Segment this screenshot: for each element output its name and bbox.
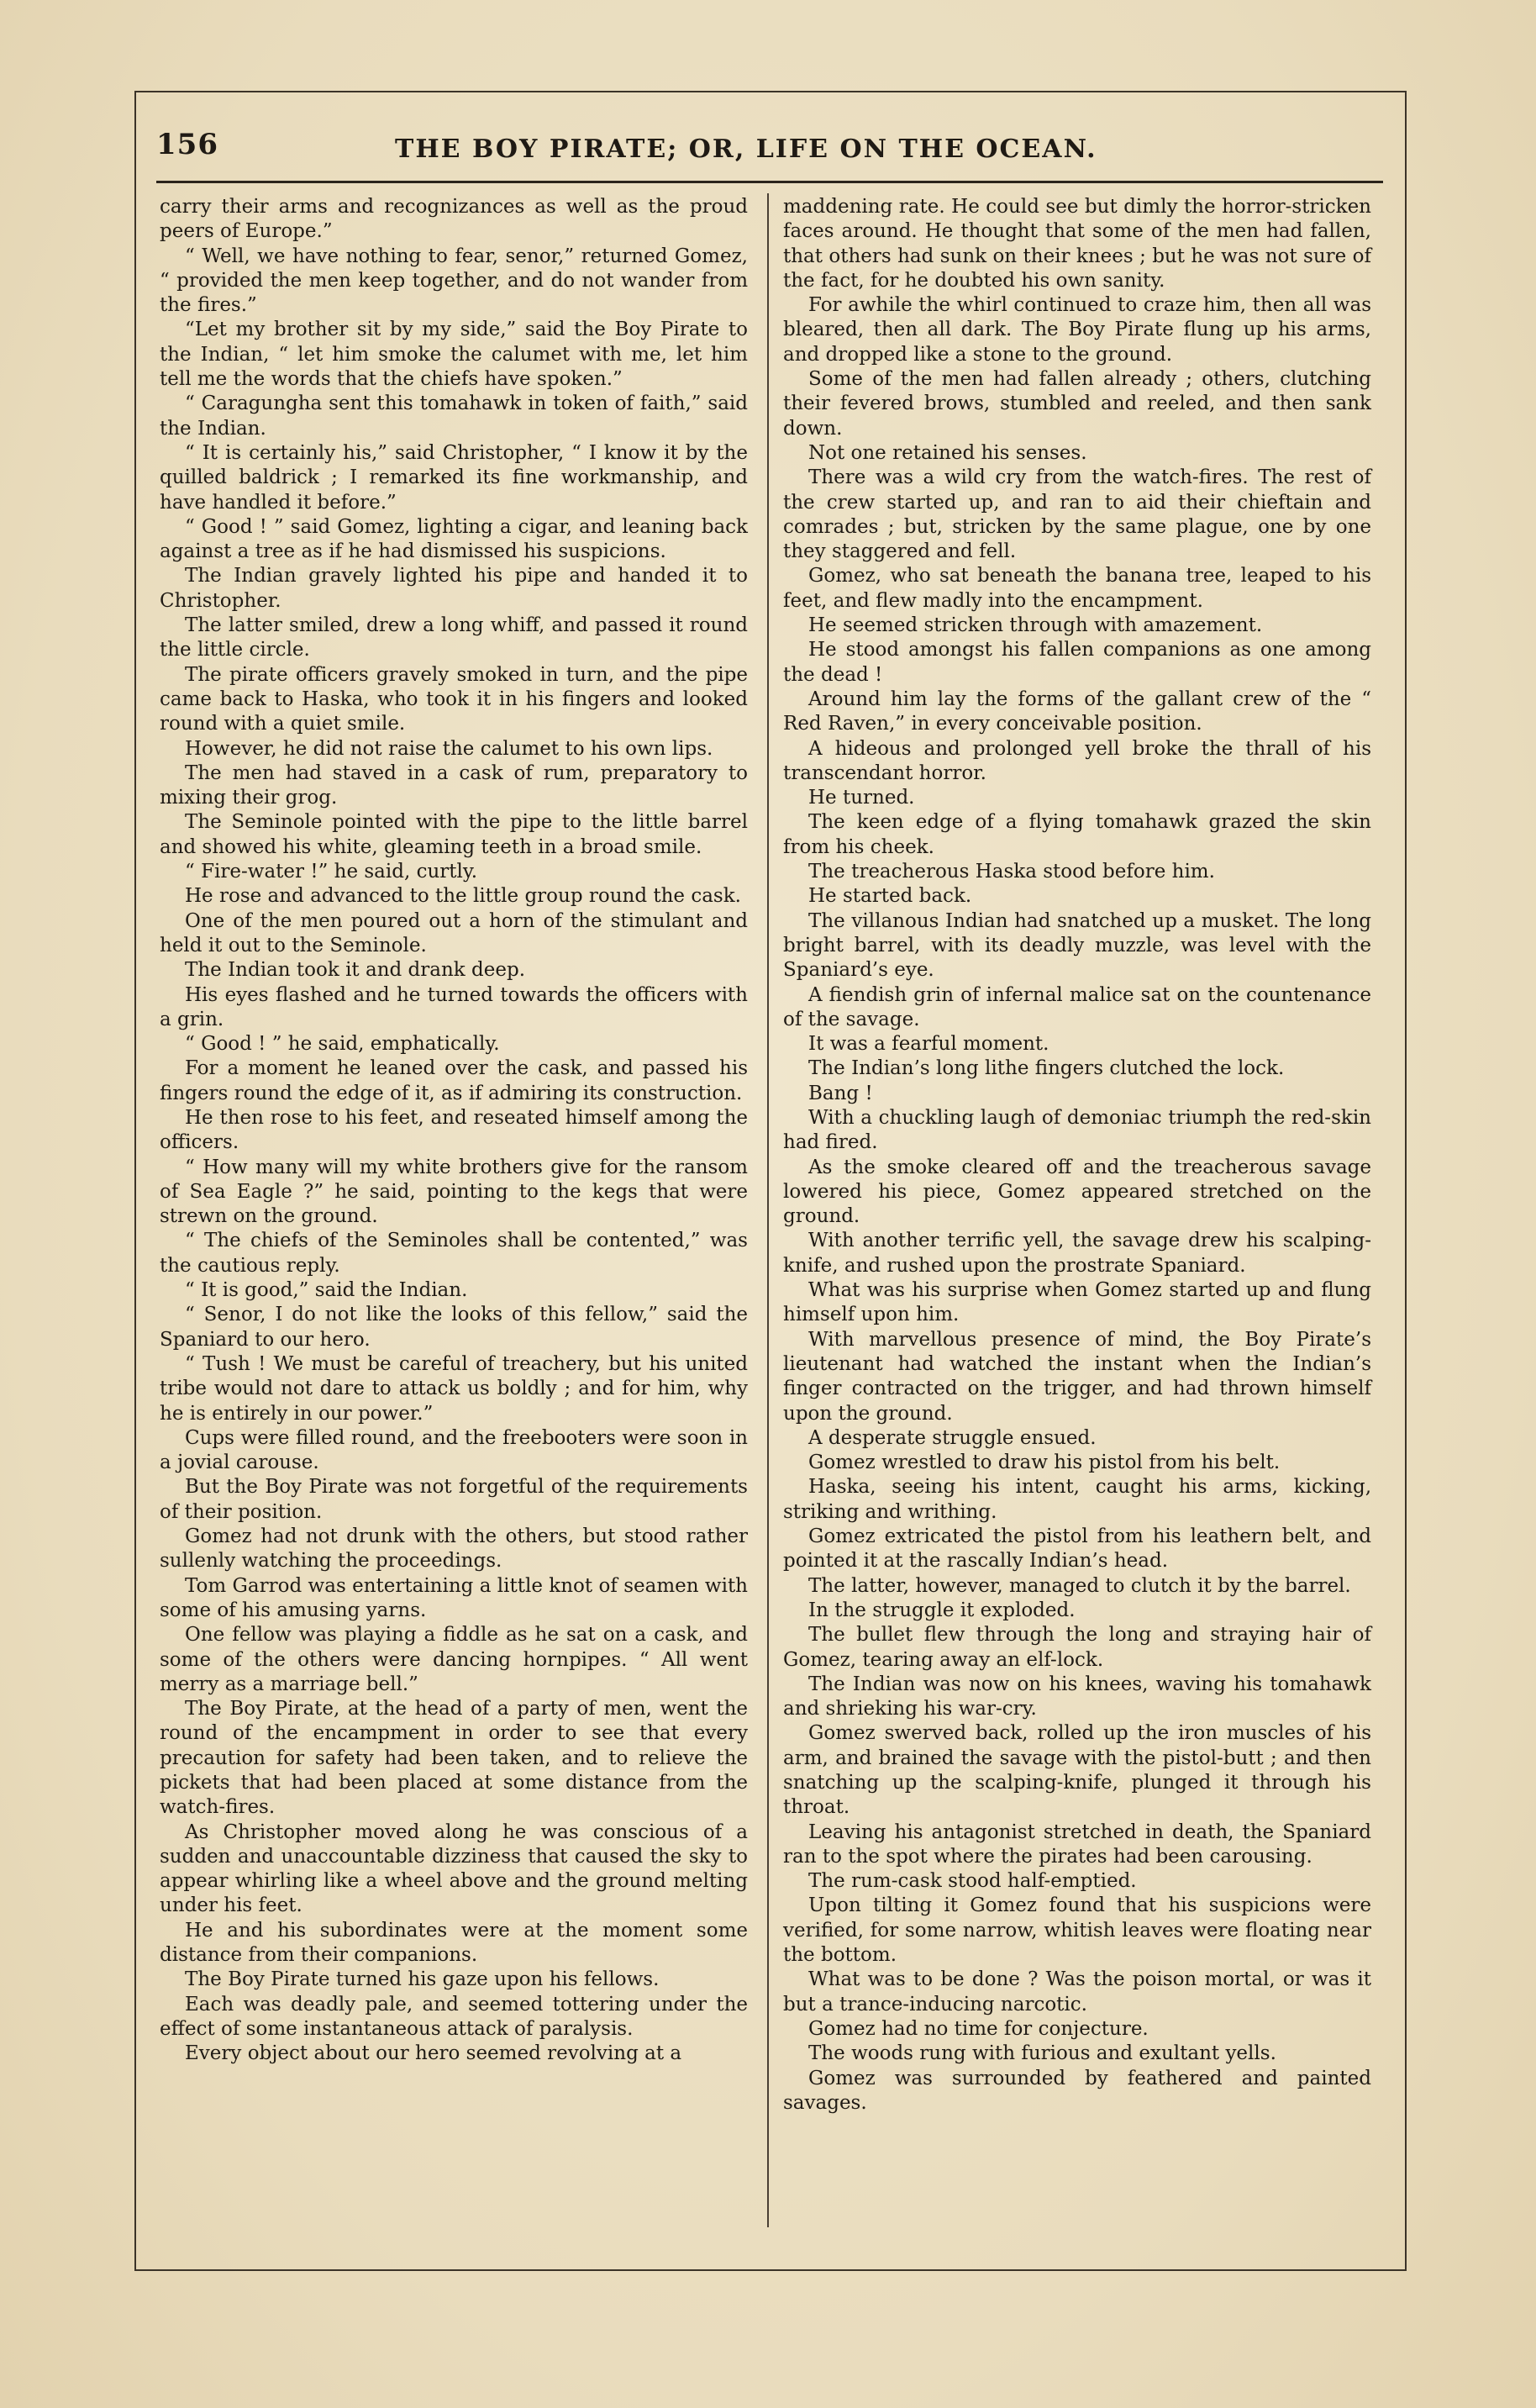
paragraph: The Indian’s long lithe fingers clutched the lock. [808, 1057, 1285, 1080]
paragraph: Cups were filled round, and the freebooters were soon in a jovial carouse. [160, 1426, 748, 1474]
paragraph: What was his surprise when Gomez started up and flung himself upon him. [783, 1279, 1371, 1326]
paragraph: Some of the men had fallen already ; others, clutching their fevered brows, stumbled and reeled, and then sank down. [783, 368, 1371, 440]
paragraph: What was to be done ? Was the poison mortal, or was it but a trance-inducing narcotic. [783, 1968, 1371, 2015]
paragraph: Leaving his antagonist stretched in death, the Spaniard ran to the spot where the pirates had been carousing. [783, 1820, 1371, 1868]
paragraph: A hideous and prolonged yell broke the thrall of his transcendant horror. [783, 737, 1371, 784]
paragraph: “ Well, we have nothing to fear, senor,” returned Gomez, “ provided the men keep together, and do not wander from the fires.” [160, 245, 748, 317]
paragraph: It was a fearful moment. [808, 1033, 1049, 1056]
paragraph: As the smoke cleared off and the treacherous savage lowered his piece, Gomez appeared stretched on the ground. [783, 1156, 1371, 1228]
paragraph: “ The chiefs of the Seminoles shall be contented,” was the cautious reply. [160, 1230, 748, 1277]
paragraph: Gomez, who sat beneath the banana tree, leaped to his feet, and flew madly into the encampment. [783, 565, 1371, 612]
paragraph: The latter, however, managed to clutch it by the barrel. [808, 1574, 1351, 1597]
paragraph: He and his subordinates were at the moment some distance from their companions. [160, 1919, 748, 1967]
paragraph: The latter smiled, drew a long whiff, and passed it round the little circle. [160, 614, 748, 661]
paragraph: “ Good ! ” said Gomez, lighting a cigar, and leaning back against a tree as if he had dismissed his suspicions. [160, 515, 748, 563]
paragraph: He turned. [808, 787, 915, 809]
paragraph: Gomez had no time for conjecture. [808, 2017, 1149, 2040]
paragraph: The Boy Pirate turned his gaze upon his fellows. [185, 1968, 660, 1991]
paragraph: “ Good ! ” he said, emphatically. [185, 1033, 500, 1056]
paragraph: He then rose to his feet, and reseated himself among the officers. [160, 1106, 748, 1154]
paragraph: Upon tilting it Gomez found that his suspicions were verified, for some narrow, whitish leaves were floating near the bottom. [783, 1894, 1371, 1967]
paragraph: The bullet flew through the long and straying hair of Gomez, tearing away an elf-lock. [783, 1624, 1371, 1671]
paragraph: His eyes flashed and he turned towards the officers with a grin. [160, 983, 748, 1030]
paragraph: “ Caragungha sent this tomahawk in token of faith,” said the Indian. [160, 393, 748, 440]
column-divider [767, 193, 769, 2227]
paragraph: Gomez wrestled to draw his pistol from his belt. [808, 1452, 1281, 1474]
paragraph: The woods rung with furious and exultant yells. [808, 2042, 1276, 2065]
paragraph: Every object about our hero seemed revolving at a [185, 2042, 682, 2065]
paragraph: With marvellous presence of mind, the Boy Pirate’s lieutenant had watched the instant when the Indian’s finger contracted on the trigger, and had thrown himself upon the ground. [783, 1328, 1371, 1425]
paragraph: Gomez swerved back, rolled up the iron muscles of his arm, and brained the savage with the pistol-butt ; and then snatching up the scalping-knife, plunged it through his throat. [783, 1722, 1371, 1819]
paragraph: One of the men poured out a horn of the stimulant and held it out to the Seminole. [160, 909, 748, 956]
paragraph: For awhile the whirl continued to craze him, then all was bleared, then all dark. The Boy Pirate flung up his arms, and dropped like a stone to the ground. [783, 294, 1371, 366]
paragraph: The Indian was now on his knees, waving his tomahawk and shrieking his war-cry. [783, 1673, 1371, 1720]
paragraph: Gomez was surrounded by feathered and painted savages. [783, 2067, 1371, 2114]
paragraph: maddening rate. He could see but dimly the horror-stricken faces around. He thought that some of the men had fallen, that others had sunk on their knees ; but he was not sure of the fact, for he doubted his own sanity. [783, 196, 1371, 292]
paragraph: The Indian gravely lighted his pipe and handed it to Christopher. [160, 565, 748, 612]
paragraph: However, he did not raise the calumet to his own lips. [185, 737, 713, 760]
paragraph: For a moment he leaned over the cask, and passed his fingers round the edge of it, as if admiring its construction. [160, 1057, 748, 1104]
paragraph: A desperate struggle ensued. [808, 1426, 1097, 1449]
right-column [783, 195, 1371, 2116]
left-column [160, 195, 748, 2067]
page-number: 156 [156, 128, 218, 161]
paragraph: Not one retained his senses. [808, 441, 1087, 464]
paragraph: The Seminole pointed with the pipe to the little barrel and showed his white, gleaming teeth in a broad smile. [160, 811, 748, 858]
paragraph: The rum-cask stood half-emptied. [808, 1870, 1137, 1893]
paragraph: “Let my brother sit by my side,” said the Boy Pirate to the Indian, “ let him smoke the calumet with me, let him tell me the words that the chiefs have spoken.” [160, 319, 748, 391]
paragraph: The Boy Pirate, at the head of a party of men, went the round of the encampment in order to see that every precaution for safety had been taken, and to relieve the pickets that had been placed at some distance from the watch-fires. [160, 1698, 748, 1819]
paragraph: In the struggle it exploded. [808, 1599, 1076, 1621]
paragraph: Tom Garrod was entertaining a little knot of seamen with some of his amusing yarns. [160, 1574, 748, 1621]
paragraph: Around him lay the forms of the gallant crew of the “ Red Raven,” in every conceivable position. [783, 688, 1371, 735]
paragraph: Bang ! [808, 1082, 873, 1104]
paragraph: He started back. [808, 885, 972, 908]
header-rule [156, 181, 1383, 183]
paragraph: The men had staved in a cask of rum, preparatory to mixing their grog. [160, 761, 748, 809]
paragraph: He stood amongst his fallen companions as one among the dead ! [783, 639, 1371, 686]
paragraph: Each was deadly pale, and seemed tottering under the effect of some instantaneous attack of paralysis. [160, 1993, 748, 2040]
paragraph: He seemed stricken through with amazement. [808, 614, 1263, 637]
paragraph: The villanous Indian had snatched up a musket. The long bright barrel, with its deadly muzzle, was level with the Spaniard’s eye. [783, 909, 1371, 982]
paragraph: Gomez had not drunk with the others, but stood rather sullenly watching the proceedings. [160, 1525, 748, 1573]
paragraph: With another terrific yell, the savage drew his scalping-knife, and rushed upon the prostrate Spaniard. [783, 1230, 1371, 1277]
running-title: THE BOY PIRATE; OR, LIFE ON THE OCEAN. [395, 134, 1097, 164]
paragraph: “ How many will my white brothers give for the ransom of Sea Eagle ?” he said, pointing to the kegs that were strewn on the ground. [160, 1156, 748, 1228]
paragraph: But the Boy Pirate was not forgetful of the requirements of their position. [160, 1476, 748, 1523]
paragraph: “ Senor, I do not like the looks of this fellow,” said the Spaniard to our hero. [160, 1304, 748, 1351]
paragraph: Gomez extricated the pistol from his leathern belt, and pointed it at the rascally Indian’s head. [783, 1525, 1371, 1573]
paragraph: There was a wild cry from the watch-fires. The rest of the crew started up, and ran to aid their chieftain and comrades ; but, stricken by the same plague, one by one they staggered and fell. [783, 466, 1371, 563]
paragraph: “ It is good,” said the Indian. [185, 1279, 468, 1302]
paragraph: The keen edge of a flying tomahawk grazed the skin from his cheek. [783, 811, 1371, 858]
paragraph: He rose and advanced to the little group round the cask. [185, 885, 741, 908]
paragraph: carry their arms and recognizances as well as the proud peers of Europe.” [160, 196, 748, 243]
paragraph: One fellow was playing a fiddle as he sat on a cask, and some of the others were dancing hornpipes. “ All went merry as a marriage bell.” [160, 1624, 748, 1695]
paragraph: The pirate officers gravely smoked in turn, and the pipe came back to Haska, who took it in his fingers and looked round with a quiet smile. [160, 663, 748, 735]
paragraph: The Indian took it and drank deep. [185, 959, 526, 982]
paragraph: With a chuckling laugh of demoniac triumph the red-skin had fired. [783, 1106, 1371, 1154]
paragraph: “ Tush ! We must be careful of treachery, but his united tribe would not dare to attack us boldly ; and for him, why he is entirely in our power.” [160, 1352, 748, 1425]
paragraph: As Christopher moved along he was conscious of a sudden and unaccountable dizziness that caused the sky to appear whirling like a wheel above and the ground melting under his feet. [160, 1820, 748, 1917]
paragraph: “ It is certainly his,” said Christopher, “ I know it by the quilled baldrick ; I remarked its fine workmanship, and have handled it before.” [160, 441, 748, 514]
paragraph: “ Fire-water !” he said, curtly. [185, 861, 478, 883]
paragraph: Haska, seeing his intent, caught his arms, kicking, striking and writhing. [783, 1476, 1371, 1523]
paragraph: A fiendish grin of infernal malice sat on the countenance of the savage. [783, 983, 1371, 1030]
paragraph: The treacherous Haska stood before him. [808, 861, 1215, 883]
